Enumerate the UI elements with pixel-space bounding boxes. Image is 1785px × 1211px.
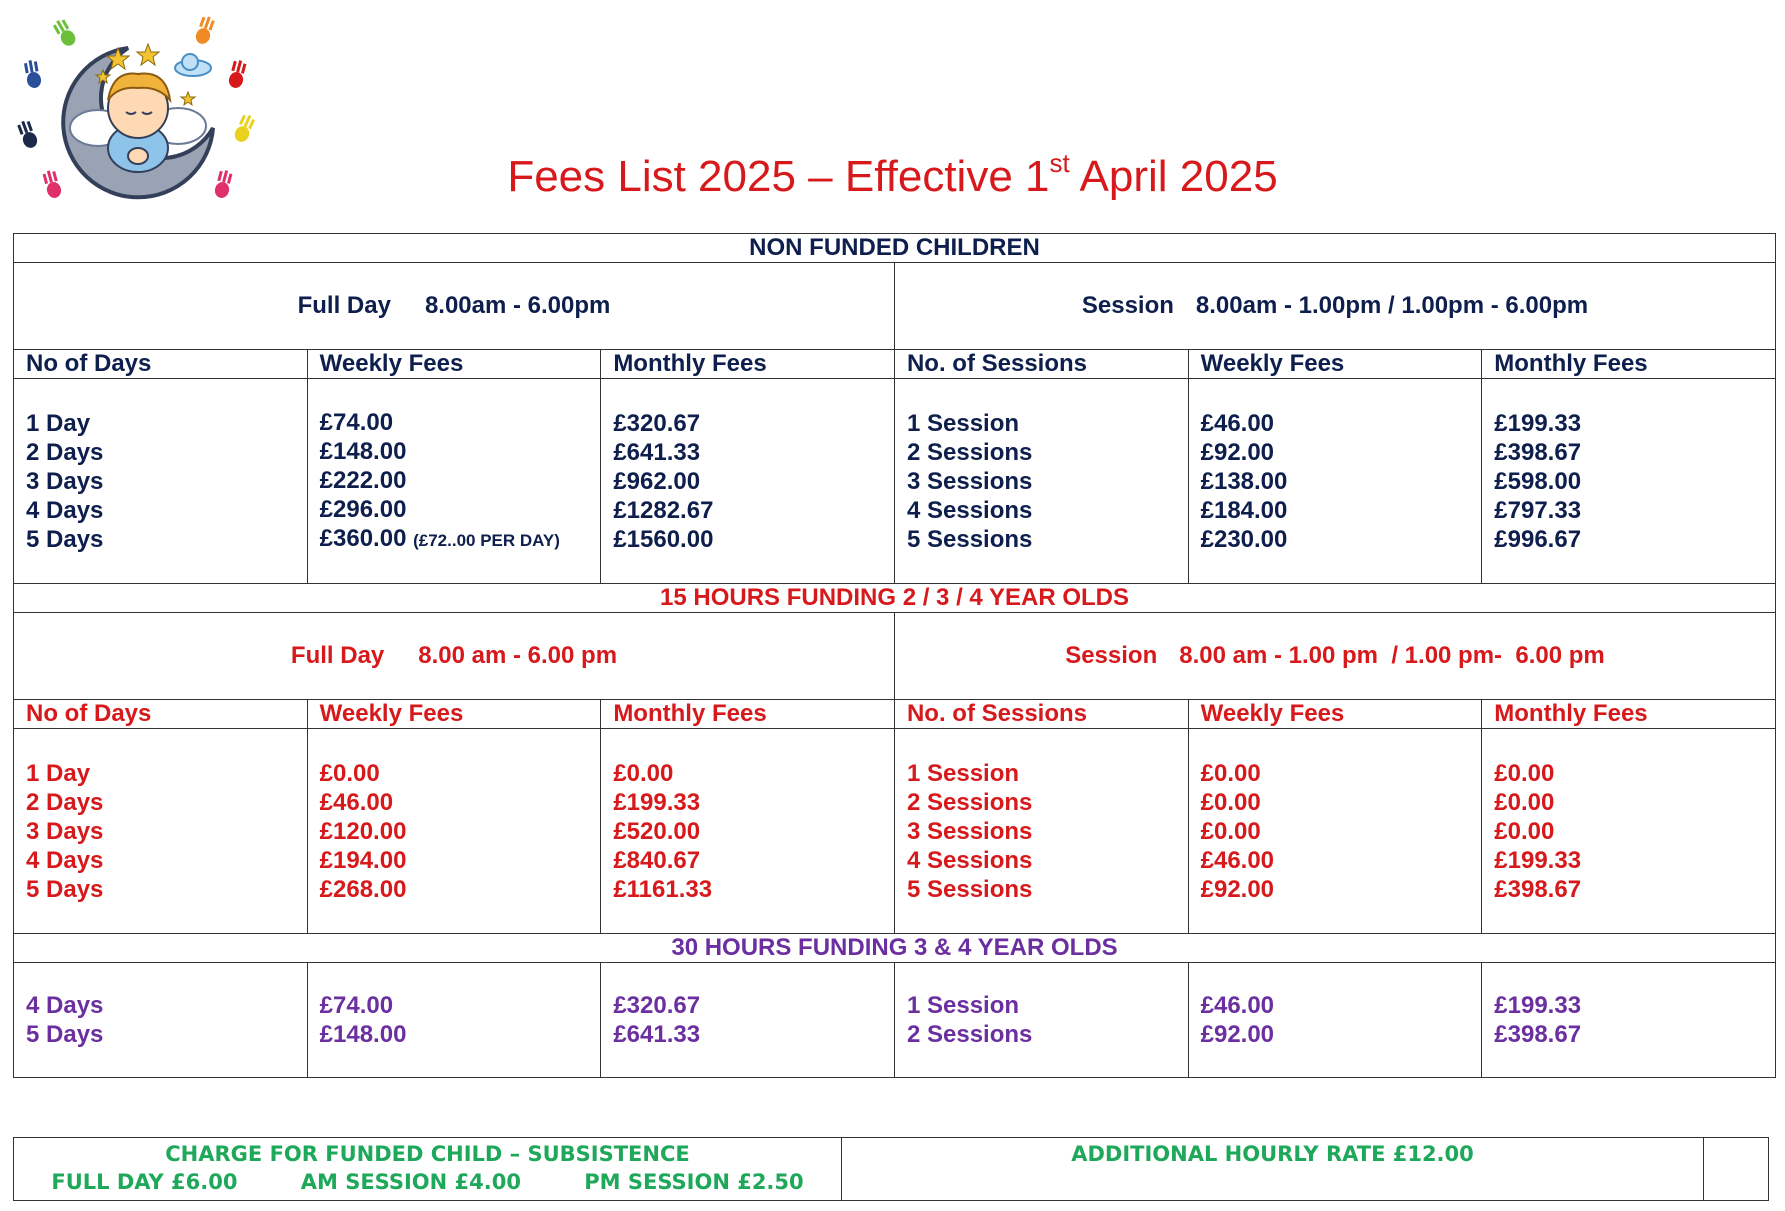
- am-session-charge: AM SESSION £4.00: [300, 1170, 521, 1194]
- column-header: Weekly Fees: [307, 700, 601, 729]
- monthly-fees-cell: £320.67 £641.33 £962.00 £1282.67 £1560.00: [601, 379, 895, 584]
- column-header: No of Days: [14, 700, 308, 729]
- monthly-fees-cell: £320.67 £641.33: [601, 963, 895, 1078]
- sessions-cell: 1 Session 2 Sessions 3 Sessions 4 Sessions 5 Sessions: [894, 729, 1188, 934]
- session-monthly-cell: £199.33 £398.67 £598.00 £797.33 £996.67: [1482, 379, 1776, 584]
- subsistence-title: CHARGE FOR FUNDED CHILD – SUBSISTENCE: [165, 1142, 690, 1166]
- non-funded-heading: NON FUNDED CHILDREN: [14, 234, 1776, 263]
- column-header: Weekly Fees: [307, 350, 601, 379]
- hourly-rate-cell: ADDITIONAL HOURLY RATE £12.00: [842, 1138, 1704, 1201]
- days-cell: 4 Days 5 Days: [14, 963, 308, 1078]
- non-funded-session: Session 8.00am - 1.00pm / 1.00pm - 6.00pm: [894, 263, 1775, 350]
- column-header: No. of Sessions: [894, 700, 1188, 729]
- column-header: Monthly Fees: [1482, 700, 1776, 729]
- funded15-full-day: Full Day 8.00 am - 6.00 pm: [14, 613, 895, 700]
- weekly-fees-cell: £74.00 £148.00 £222.00 £296.00 £360.00 (£72..00 PER DAY): [307, 379, 601, 584]
- session-monthly-cell: £0.00 £0.00 £0.00 £199.33 £398.67: [1482, 729, 1776, 934]
- table-row: [14, 729, 1776, 934]
- column-header: Monthly Fees: [601, 700, 895, 729]
- funded15-heading: 15 HOURS FUNDING 2 / 3 / 4 YEAR OLDS: [14, 584, 1776, 613]
- days-cell: 1 Day 2 Days 3 Days 4 Days 5 Days: [14, 379, 308, 584]
- full-day-charge: FULL DAY £6.00: [51, 1170, 238, 1194]
- column-header: Monthly Fees: [601, 350, 895, 379]
- weekly-fees-cell: £0.00 £46.00 £120.00 £194.00 £268.00: [307, 729, 601, 934]
- fees-table: [13, 233, 1776, 1078]
- session-monthly-cell: £199.33 £398.67: [1482, 963, 1776, 1078]
- column-header: Monthly Fees: [1482, 350, 1776, 379]
- session-weekly-cell: £46.00 £92.00 £138.00 £184.00 £230.00: [1188, 379, 1482, 584]
- pm-session-charge: PM SESSION £2.50: [584, 1170, 804, 1194]
- column-header: Weekly Fees: [1188, 350, 1482, 379]
- session-weekly-cell: £46.00 £92.00: [1188, 963, 1482, 1078]
- monthly-fees-cell: £0.00 £199.33 £520.00 £840.67 £1161.33: [601, 729, 895, 934]
- session-weekly-cell: £0.00 £0.00 £0.00 £46.00 £92.00: [1188, 729, 1482, 934]
- column-header: Weekly Fees: [1188, 700, 1482, 729]
- empty-cell: [1704, 1138, 1769, 1201]
- weekly-fees-cell: £74.00 £148.00: [307, 963, 601, 1078]
- subsistence-cell: [14, 1138, 842, 1201]
- funded15-session: Session 8.00 am - 1.00 pm / 1.00 pm- 6.00 pm: [894, 613, 1775, 700]
- extras-table: [13, 1137, 1769, 1201]
- cloud-icon: [175, 54, 211, 76]
- page-title: Fees List 2025 – Effective 1st April 2025: [507, 148, 1278, 201]
- column-header: No. of Sessions: [894, 350, 1188, 379]
- funded30-heading: 30 HOURS FUNDING 3 & 4 YEAR OLDS: [14, 934, 1776, 963]
- table-row: [14, 379, 1776, 584]
- sessions-cell: 1 Session 2 Sessions 3 Sessions 4 Sessions 5 Sessions: [894, 379, 1188, 584]
- column-header: No of Days: [14, 350, 308, 379]
- sessions-cell: 1 Session 2 Sessions: [894, 963, 1188, 1078]
- non-funded-full-day: Full Day 8.00am - 6.00pm: [14, 263, 895, 350]
- days-cell: 1 Day 2 Days 3 Days 4 Days 5 Days: [14, 729, 308, 934]
- table-row: [14, 963, 1776, 1078]
